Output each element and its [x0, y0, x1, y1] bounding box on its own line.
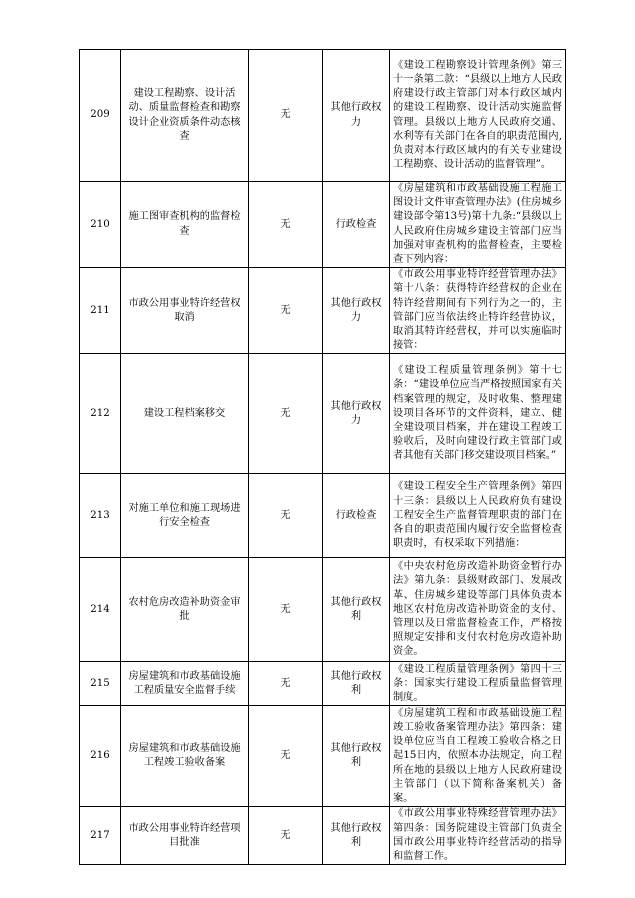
- item-name: 市政公用事业特许经营权取消: [121, 268, 249, 354]
- row-number: 210: [80, 182, 121, 268]
- legal-basis: 《中央农村危房改造补助资金暂行办法》第九条：县级财政部门、发展改革、住房城乡建设等部门具体负责本地区农村危房改造补助资金的支付、管理以及日常监督检查工作，严格按照规定安排和支付农村危房改造补助资金。: [390, 558, 566, 662]
- row-number: 214: [80, 558, 121, 662]
- power-list-table: [79, 49, 566, 865]
- sub-item: 无: [249, 662, 323, 706]
- legal-basis: 《建设工程质量管理条例》第十七条：“建设单位应当严格按照国家有关档案管理的规定，及时收集、整理建设项目各环节的文件资料，建立、健全建设项目档案，并在建设工程竣工验收后，及时向建设行政主管部门或者其他有关部门移交建设项目档案。”: [390, 354, 566, 474]
- row-number: 212: [80, 354, 121, 474]
- table-row: [80, 474, 566, 558]
- power-type: 行政检查: [323, 182, 390, 268]
- row-number: 211: [80, 268, 121, 354]
- power-type: 其他行政权利: [323, 706, 390, 807]
- legal-basis: 《建设工程勘察设计管理条例》第三十一条第二款：“县级以上地方人民政府建设行政主管部门对本行政区域内的建设工程勘察、设计活动实施监督管理。县级以上地方人民政府交通、水利等有关部门在各自的职责范围内,负责对本行政区域内的有关专业建设工程勘察、设计活动的监督管理”。: [390, 50, 566, 182]
- table-row: [80, 268, 566, 354]
- sub-item: 无: [249, 268, 323, 354]
- item-name: 施工图审查机构的监督检查: [121, 182, 249, 268]
- sub-item: 无: [249, 354, 323, 474]
- item-name: 农村危房改造补助资金审批: [121, 558, 249, 662]
- row-number: 215: [80, 662, 121, 706]
- row-number: 209: [80, 50, 121, 182]
- sub-item: 无: [249, 706, 323, 807]
- sub-item: 无: [249, 50, 323, 182]
- table-row: [80, 807, 566, 865]
- item-name: 房屋建筑和市政基础设施工程质量安全监督手续: [121, 662, 249, 706]
- power-type: 其他行政权力: [323, 354, 390, 474]
- legal-basis: 《房屋建筑和市政基础设施工程施工图设计文件审查管理办法》(住房城乡建设部令第13号)第十九条:“县级以上人民政府住房城乡建设主管部门应当加强对审查机构的监督检查，主要检查下列内容：: [390, 182, 566, 268]
- item-name: 市政公用事业特许经营项目批准: [121, 807, 249, 865]
- legal-basis: 《房屋建筑工程和市政基础设施工程竣工验收备案管理办法》第四条：建设单位应当自工程竣工验收合格之日起15日内，依照本办法规定，向工程所在地的县级以上地方人民政府建设主管部门（以下简称备案机关）备案。: [390, 706, 566, 807]
- table-row: [80, 182, 566, 268]
- legal-basis: 《市政公用事业特许经营管理办法》第十八条：获得特许经营权的企业在特许经营期间有下列行为之一的，主管部门应当依法终止特许经营协议，取消其特许经营权，并可以实施临时接管：: [390, 268, 566, 354]
- legal-basis: 《建设工程质量管理条例》第四十三条：国家实行建设工程质量监督管理制度。: [390, 662, 566, 706]
- power-type: 其他行政权利: [323, 807, 390, 865]
- item-name: 对施工单位和施工现场进行安全检查: [121, 474, 249, 558]
- item-name: 建设工程勘察、设计活动、质量监督检查和勘察设计企业资质条件动态核查: [121, 50, 249, 182]
- table-row: [80, 50, 566, 182]
- legal-basis: 《市政公用事业特殊经营管理办法》第四条：国务院建设主管部门负责全国市政公用事业特许经营活动的指导和监督工作。: [390, 807, 566, 865]
- power-type: 其他行政权利: [323, 558, 390, 662]
- table-row: [80, 354, 566, 474]
- sub-item: 无: [249, 474, 323, 558]
- sub-item: 无: [249, 807, 323, 865]
- legal-basis: 《建设工程安全生产管理条例》第四十三条：县级以上人民政府负有建设工程安全生产监督管理职责的部门在各自的职责范围内履行安全监督检查职责时，有权采取下列措施：: [390, 474, 566, 558]
- table-row: [80, 706, 566, 807]
- table-row: [80, 662, 566, 706]
- sub-item: 无: [249, 558, 323, 662]
- row-number: 216: [80, 706, 121, 807]
- power-type: 行政检查: [323, 474, 390, 558]
- power-type: 其他行政权利: [323, 662, 390, 706]
- item-name: 建设工程档案移交: [121, 354, 249, 474]
- power-type: 其他行政权力: [323, 50, 390, 182]
- row-number: 217: [80, 807, 121, 865]
- item-name: 房屋建筑和市政基础设施工程竣工验收备案: [121, 706, 249, 807]
- row-number: 213: [80, 474, 121, 558]
- power-type: 其他行政权力: [323, 268, 390, 354]
- sub-item: 无: [249, 182, 323, 268]
- table-row: [80, 558, 566, 662]
